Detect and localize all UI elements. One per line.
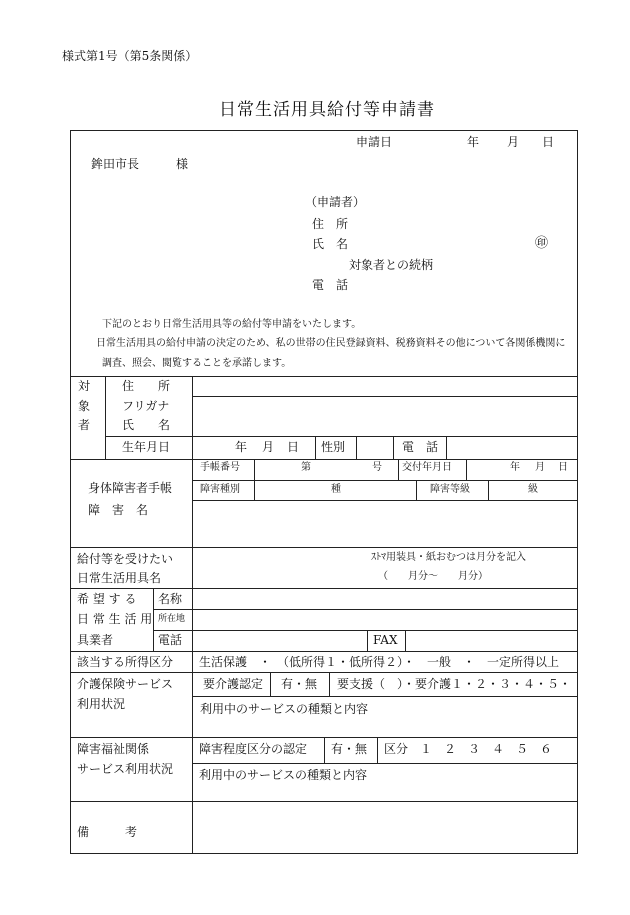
issue-year: 年 <box>510 462 520 473</box>
issue-day: 日 <box>558 462 568 473</box>
rule <box>254 459 255 500</box>
rule <box>105 376 106 459</box>
equipment-period: （ 月分～ 月分） <box>378 571 488 582</box>
applicant-name-label: 氏 名 <box>312 237 349 251</box>
rule <box>153 630 578 631</box>
applicant-heading: （申請者） <box>305 195 366 209</box>
rule <box>329 672 330 696</box>
rule <box>405 630 406 651</box>
care-yes-no: 有・無 <box>281 677 318 691</box>
notebook-dai: 第 <box>301 462 311 473</box>
issue-date-label: 交付年月日 <box>402 462 452 473</box>
sex-label: 性別 <box>321 440 346 454</box>
relation-label: 対象者との続柄 <box>349 258 434 272</box>
rule <box>367 630 368 651</box>
date-day: 日 <box>542 135 555 149</box>
disability-grade-kyu: 級 <box>528 484 538 495</box>
rule <box>324 737 325 763</box>
rule <box>488 480 489 500</box>
rule <box>356 436 357 459</box>
disability-type-label: 障害種別 <box>200 484 240 495</box>
rule <box>315 436 316 459</box>
income-label: 該当する所得区分 <box>77 655 174 669</box>
rule <box>70 459 578 460</box>
welfare-services-label: 利用中のサービスの種類と内容 <box>199 768 368 782</box>
rule <box>192 696 578 697</box>
statement-line-3: 調査、照会、閲覧することを承諾します。 <box>102 358 292 369</box>
disability-name-label: 障 害 名 <box>88 503 149 517</box>
honorific: 様 <box>176 157 189 171</box>
subject-label-char: 者 <box>78 418 91 432</box>
supplier-fax-label: FAX <box>373 633 398 647</box>
care-insurance-label-1: 介護保険サービス <box>77 677 174 691</box>
rule <box>153 609 578 610</box>
rule <box>416 480 417 500</box>
income-options: 生活保護 ・ （低所得１・低所得２）・ 一般 ・ 一定所得以上 <box>199 655 560 669</box>
welfare-label-2: サービス利用状況 <box>77 762 174 776</box>
care-certification-label: 要介護認定 <box>203 677 264 691</box>
applicant-phone-label: 電 話 <box>312 278 349 292</box>
care-insurance-label-2: 利用状況 <box>77 697 126 711</box>
date-year: 年 <box>467 135 480 149</box>
supplier-label-1: 希 望 す る <box>77 592 137 606</box>
care-levels: 要支援（ ）・要介護１・２・３・４・５・ <box>337 677 572 691</box>
supplier-label-2: 日 常 生 活 用 <box>77 612 153 626</box>
subject-address-label: 住 所 <box>122 379 171 393</box>
statement-line-1: 下記のとおり日常生活用具等の給付等申請をいたします。 <box>102 319 362 330</box>
birth-month: 月 <box>262 440 275 454</box>
rule <box>393 436 394 459</box>
welfare-label-1: 障害福祉関係 <box>77 742 150 756</box>
equipment-label-2: 日常生活用具名 <box>77 571 162 585</box>
notebook-number-label: 手帳番号 <box>200 462 240 473</box>
disability-grade-label: 障害等級 <box>430 484 470 495</box>
rule <box>466 459 467 480</box>
addressee: 鉾田市長 <box>91 157 140 171</box>
rule <box>446 436 447 459</box>
rule <box>398 459 399 480</box>
application-date-label: 申請日 <box>356 135 393 149</box>
rule <box>153 588 154 651</box>
seal-mark: ㊞ <box>535 236 549 251</box>
form-number: 様式第1号（第5条関係） <box>62 49 198 63</box>
supplier-name-label: 名称 <box>158 592 183 606</box>
applicant-address-label: 住 所 <box>312 217 349 231</box>
subject-label-char: 対 <box>78 379 91 393</box>
rule <box>192 763 578 764</box>
subject-birthdate-label: 生年月日 <box>122 440 171 454</box>
birth-year: 年 <box>235 440 248 454</box>
subject-furigana-label: フリガナ <box>122 399 170 413</box>
rule <box>192 396 578 397</box>
rule <box>70 651 578 652</box>
rule <box>70 672 578 673</box>
rule <box>192 500 578 501</box>
supplier-phone-label: 電話 <box>158 633 183 647</box>
rule <box>192 480 578 481</box>
rule <box>192 376 193 854</box>
subject-phone-label: 電 話 <box>402 440 439 454</box>
rule <box>377 737 378 763</box>
rule <box>70 801 578 802</box>
welfare-category: 区分 １ ２ ３ ４ ５ ６ <box>384 742 553 756</box>
subject-name-label: 氏 名 <box>122 418 171 432</box>
rule <box>105 436 578 437</box>
equipment-label-1: 給付等を受けたい <box>77 552 174 566</box>
disability-type-shu: 種 <box>331 484 341 495</box>
supplier-location-label: 所在地 <box>158 614 186 624</box>
disability-label: 身体障害者手帳 <box>88 481 173 495</box>
welfare-yes-no: 有・無 <box>331 742 368 756</box>
rule <box>70 588 578 589</box>
date-month: 月 <box>507 135 520 149</box>
rule <box>70 547 578 548</box>
statement-line-2: 日常生活用具の給付申請の決定のため、私の世帯の住民登録資料、税務資料その他について各関係機関に <box>96 338 566 349</box>
birth-day: 日 <box>287 440 300 454</box>
notebook-gou: 号 <box>372 462 382 473</box>
rule <box>70 376 578 377</box>
rule <box>270 672 271 696</box>
welfare-certification-label: 障害程度区分の認定 <box>199 742 308 756</box>
supplier-label-3: 具業者 <box>77 633 114 647</box>
care-services-label: 利用中のサービスの種類と内容 <box>200 702 369 716</box>
issue-month: 月 <box>535 462 545 473</box>
form-title: 日常生活用具給付等申請書 <box>219 100 435 120</box>
subject-label-char: 象 <box>78 399 91 413</box>
equipment-note: ｽﾄﾏ用装具・紙おむつは月分を記入 <box>371 552 526 563</box>
remarks-label: 備 考 <box>77 825 138 839</box>
